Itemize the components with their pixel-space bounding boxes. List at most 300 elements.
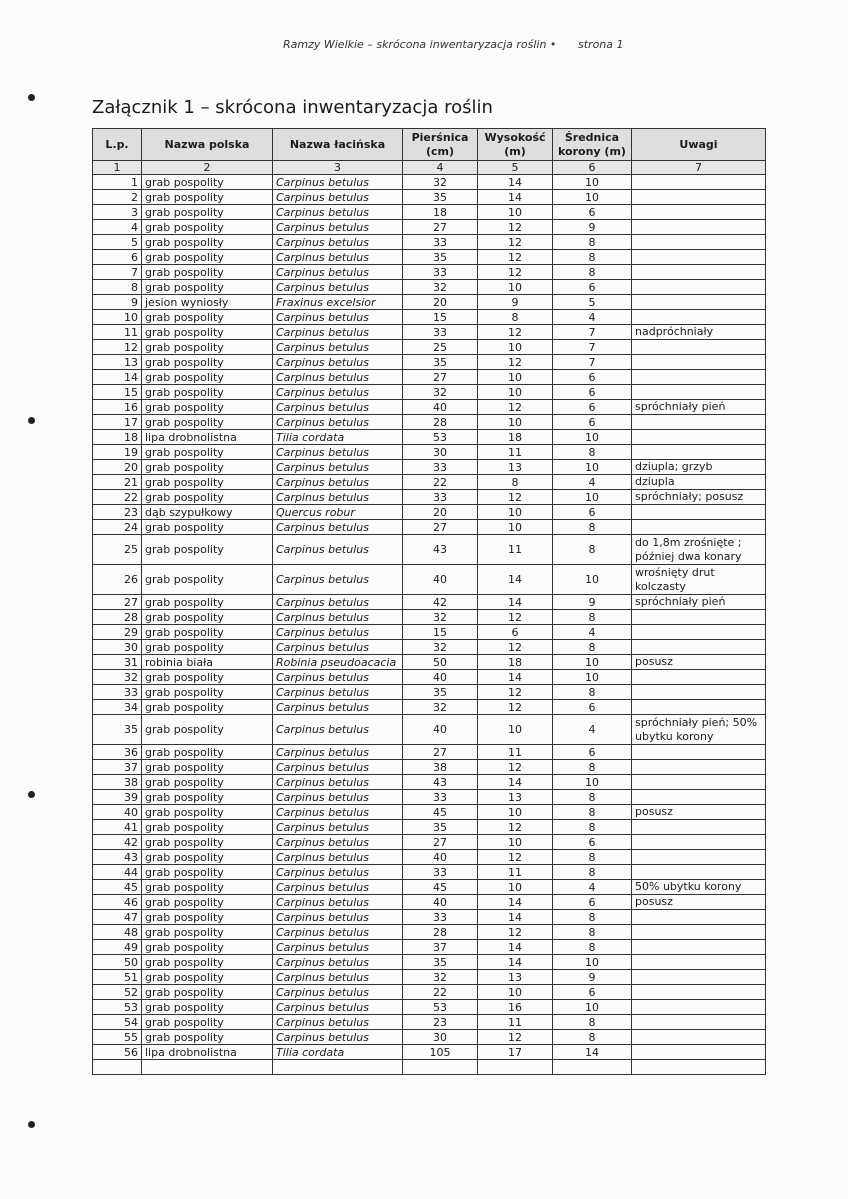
crown-diameter-cell: 6 xyxy=(553,400,632,415)
row-number-cell: 14 xyxy=(93,370,142,385)
crown-diameter-cell: 8 xyxy=(553,790,632,805)
remarks-cell xyxy=(632,985,766,1000)
crown-diameter-cell: 6 xyxy=(553,895,632,910)
table-row xyxy=(93,895,766,910)
trunk-circumference-cell: 35 xyxy=(403,820,478,835)
crown-diameter-cell: 4 xyxy=(553,880,632,895)
row-number-cell: 51 xyxy=(93,970,142,985)
polish-name-cell: jesion wyniosły xyxy=(142,295,273,310)
table-row xyxy=(93,460,766,475)
trunk-circumference-cell: 40 xyxy=(403,565,478,595)
table-row xyxy=(93,280,766,295)
row-number-cell: 30 xyxy=(93,640,142,655)
table-row xyxy=(93,820,766,835)
row-number-cell: 49 xyxy=(93,940,142,955)
crown-diameter-cell: 8 xyxy=(553,850,632,865)
tree-height-cell: 13 xyxy=(478,970,553,985)
punch-hole-mark xyxy=(28,1121,35,1128)
crown-diameter-cell: 8 xyxy=(553,940,632,955)
crown-diameter-cell: 10 xyxy=(553,1000,632,1015)
trunk-circumference-cell: 38 xyxy=(403,760,478,775)
row-number-cell: 15 xyxy=(93,385,142,400)
trunk-circumference-cell: 22 xyxy=(403,475,478,490)
column-header: Pierśnica (cm) xyxy=(403,129,478,161)
trunk-circumference-cell: 33 xyxy=(403,790,478,805)
tree-height-cell: 11 xyxy=(478,745,553,760)
row-number-cell xyxy=(93,1060,142,1075)
remarks-cell xyxy=(632,175,766,190)
polish-name-cell: grab pospolity xyxy=(142,415,273,430)
crown-diameter-cell: 8 xyxy=(553,865,632,880)
column-header: Średnica korony (m) xyxy=(553,129,632,161)
column-number: 1 xyxy=(93,161,142,175)
row-number-cell: 23 xyxy=(93,505,142,520)
crown-diameter-cell: 10 xyxy=(553,655,632,670)
tree-height-cell: 10 xyxy=(478,205,553,220)
latin-name-cell: Robinia pseudoacacia xyxy=(273,655,403,670)
table-row xyxy=(93,970,766,985)
table-row xyxy=(93,265,766,280)
polish-name-cell: grab pospolity xyxy=(142,385,273,400)
remarks-cell xyxy=(632,220,766,235)
latin-name-cell: Carpinus betulus xyxy=(273,640,403,655)
trunk-circumference-cell: 20 xyxy=(403,505,478,520)
latin-name-cell: Carpinus betulus xyxy=(273,775,403,790)
table-row xyxy=(93,610,766,625)
trunk-circumference-cell: 45 xyxy=(403,880,478,895)
crown-diameter-cell: 10 xyxy=(553,955,632,970)
tree-height-cell: 14 xyxy=(478,190,553,205)
remarks-cell xyxy=(632,700,766,715)
trunk-circumference-cell: 35 xyxy=(403,685,478,700)
polish-name-cell: grab pospolity xyxy=(142,475,273,490)
latin-name-cell: Carpinus betulus xyxy=(273,490,403,505)
column-header: Uwagi xyxy=(632,129,766,161)
trunk-circumference-cell: 33 xyxy=(403,235,478,250)
row-number-cell: 21 xyxy=(93,475,142,490)
row-number-cell: 43 xyxy=(93,850,142,865)
trunk-circumference-cell: 27 xyxy=(403,370,478,385)
polish-name-cell: grab pospolity xyxy=(142,790,273,805)
trunk-circumference-cell: 27 xyxy=(403,745,478,760)
tree-height-cell: 18 xyxy=(478,655,553,670)
latin-name-cell: Carpinus betulus xyxy=(273,220,403,235)
table-row xyxy=(93,1060,766,1075)
table-row xyxy=(93,955,766,970)
latin-name-cell: Carpinus betulus xyxy=(273,565,403,595)
remarks-cell xyxy=(632,1015,766,1030)
trunk-circumference-cell xyxy=(403,1060,478,1075)
remarks-cell xyxy=(632,640,766,655)
row-number-cell: 8 xyxy=(93,280,142,295)
crown-diameter-cell: 8 xyxy=(553,265,632,280)
crown-diameter-cell: 6 xyxy=(553,370,632,385)
remarks-cell xyxy=(632,745,766,760)
crown-diameter-cell: 4 xyxy=(553,625,632,640)
remarks-cell: spróchniały pień xyxy=(632,400,766,415)
latin-name-cell: Carpinus betulus xyxy=(273,385,403,400)
row-number-cell: 53 xyxy=(93,1000,142,1015)
remarks-cell xyxy=(632,760,766,775)
polish-name-cell: grab pospolity xyxy=(142,535,273,565)
table-row xyxy=(93,685,766,700)
polish-name-cell: lipa drobnolistna xyxy=(142,430,273,445)
tree-height-cell: 12 xyxy=(478,355,553,370)
crown-diameter-cell: 10 xyxy=(553,190,632,205)
latin-name-cell: Carpinus betulus xyxy=(273,955,403,970)
crown-diameter-cell: 7 xyxy=(553,340,632,355)
latin-name-cell: Carpinus betulus xyxy=(273,910,403,925)
tree-height-cell: 12 xyxy=(478,610,553,625)
tree-height-cell: 12 xyxy=(478,760,553,775)
tree-height-cell: 16 xyxy=(478,1000,553,1015)
table-row xyxy=(93,1045,766,1060)
crown-diameter-cell: 6 xyxy=(553,985,632,1000)
row-number-cell: 1 xyxy=(93,175,142,190)
latin-name-cell: Carpinus betulus xyxy=(273,700,403,715)
latin-name-cell: Carpinus betulus xyxy=(273,175,403,190)
remarks-cell xyxy=(632,370,766,385)
latin-name-cell: Carpinus betulus xyxy=(273,520,403,535)
table-row xyxy=(93,715,766,745)
column-header: Nazwa łacińska xyxy=(273,129,403,161)
row-number-cell: 56 xyxy=(93,1045,142,1060)
column-header: Nazwa polska xyxy=(142,129,273,161)
latin-name-cell: Carpinus betulus xyxy=(273,850,403,865)
remarks-cell xyxy=(632,340,766,355)
tree-height-cell: 18 xyxy=(478,430,553,445)
row-number-cell: 9 xyxy=(93,295,142,310)
polish-name-cell: grab pospolity xyxy=(142,250,273,265)
tree-height-cell: 9 xyxy=(478,295,553,310)
row-number-cell: 28 xyxy=(93,610,142,625)
tree-height-cell: 10 xyxy=(478,985,553,1000)
row-number-cell: 41 xyxy=(93,820,142,835)
latin-name-cell: Carpinus betulus xyxy=(273,265,403,280)
table-row xyxy=(93,250,766,265)
tree-height-cell: 14 xyxy=(478,940,553,955)
remarks-cell xyxy=(632,910,766,925)
document-title: Załącznik 1 – skrócona inwentaryzacja roślin xyxy=(92,97,493,118)
tree-height-cell: 14 xyxy=(478,565,553,595)
crown-diameter-cell: 10 xyxy=(553,490,632,505)
trunk-circumference-cell: 40 xyxy=(403,850,478,865)
polish-name-cell: grab pospolity xyxy=(142,370,273,385)
remarks-cell xyxy=(632,1030,766,1045)
punch-hole-mark xyxy=(28,417,35,424)
crown-diameter-cell: 7 xyxy=(553,325,632,340)
latin-name-cell: Quercus robur xyxy=(273,505,403,520)
remarks-cell xyxy=(632,310,766,325)
polish-name-cell: grab pospolity xyxy=(142,670,273,685)
remarks-cell xyxy=(632,775,766,790)
table-row xyxy=(93,850,766,865)
table-row xyxy=(93,505,766,520)
trunk-circumference-cell: 35 xyxy=(403,250,478,265)
polish-name-cell: grab pospolity xyxy=(142,940,273,955)
latin-name-cell: Carpinus betulus xyxy=(273,760,403,775)
remarks-cell: dziupla; grzyb xyxy=(632,460,766,475)
row-number-cell: 16 xyxy=(93,400,142,415)
tree-height-cell: 14 xyxy=(478,595,553,610)
remarks-cell xyxy=(632,625,766,640)
crown-diameter-cell: 8 xyxy=(553,820,632,835)
row-number-cell: 31 xyxy=(93,655,142,670)
trunk-circumference-cell: 35 xyxy=(403,190,478,205)
row-number-cell: 27 xyxy=(93,595,142,610)
tree-height-cell: 10 xyxy=(478,880,553,895)
polish-name-cell: grab pospolity xyxy=(142,280,273,295)
remarks-cell: spróchniały pień; 50% ubytku korony xyxy=(632,715,766,745)
trunk-circumference-cell: 32 xyxy=(403,970,478,985)
trunk-circumference-cell: 35 xyxy=(403,355,478,370)
tree-height-cell: 14 xyxy=(478,670,553,685)
table-row xyxy=(93,1015,766,1030)
table-row xyxy=(93,235,766,250)
row-number-cell: 7 xyxy=(93,265,142,280)
trunk-circumference-cell: 40 xyxy=(403,895,478,910)
tree-height-cell: 12 xyxy=(478,250,553,265)
crown-diameter-cell: 6 xyxy=(553,700,632,715)
tree-height-cell: 12 xyxy=(478,700,553,715)
trunk-circumference-cell: 40 xyxy=(403,400,478,415)
crown-diameter-cell: 9 xyxy=(553,595,632,610)
tree-height-cell: 11 xyxy=(478,865,553,880)
table-row xyxy=(93,640,766,655)
remarks-cell xyxy=(632,925,766,940)
polish-name-cell: grab pospolity xyxy=(142,310,273,325)
latin-name-cell: Carpinus betulus xyxy=(273,820,403,835)
table-header-row xyxy=(93,129,766,161)
trunk-circumference-cell: 20 xyxy=(403,295,478,310)
tree-height-cell: 10 xyxy=(478,520,553,535)
latin-name-cell xyxy=(273,1060,403,1075)
table-row xyxy=(93,520,766,535)
trunk-circumference-cell: 33 xyxy=(403,325,478,340)
trunk-circumference-cell: 15 xyxy=(403,625,478,640)
trunk-circumference-cell: 33 xyxy=(403,490,478,505)
crown-diameter-cell: 8 xyxy=(553,925,632,940)
remarks-cell: spróchniały; posusz xyxy=(632,490,766,505)
polish-name-cell: robinia biała xyxy=(142,655,273,670)
polish-name-cell: grab pospolity xyxy=(142,865,273,880)
trunk-circumference-cell: 35 xyxy=(403,955,478,970)
row-number-cell: 20 xyxy=(93,460,142,475)
table-row xyxy=(93,175,766,190)
trunk-circumference-cell: 15 xyxy=(403,310,478,325)
trunk-circumference-cell: 33 xyxy=(403,865,478,880)
latin-name-cell: Carpinus betulus xyxy=(273,835,403,850)
trunk-circumference-cell: 40 xyxy=(403,715,478,745)
polish-name-cell: grab pospolity xyxy=(142,985,273,1000)
crown-diameter-cell: 8 xyxy=(553,805,632,820)
latin-name-cell: Carpinus betulus xyxy=(273,1000,403,1015)
tree-height-cell: 10 xyxy=(478,805,553,820)
row-number-cell: 32 xyxy=(93,670,142,685)
polish-name-cell: grab pospolity xyxy=(142,565,273,595)
latin-name-cell: Carpinus betulus xyxy=(273,865,403,880)
remarks-cell xyxy=(632,280,766,295)
polish-name-cell: grab pospolity xyxy=(142,1015,273,1030)
remarks-cell xyxy=(632,955,766,970)
latin-name-cell: Tilia cordata xyxy=(273,430,403,445)
latin-name-cell: Carpinus betulus xyxy=(273,970,403,985)
row-number-cell: 37 xyxy=(93,760,142,775)
polish-name-cell: grab pospolity xyxy=(142,220,273,235)
polish-name-cell: grab pospolity xyxy=(142,805,273,820)
row-number-cell: 17 xyxy=(93,415,142,430)
table-row xyxy=(93,985,766,1000)
tree-height-cell: 14 xyxy=(478,775,553,790)
table-row xyxy=(93,595,766,610)
remarks-cell xyxy=(632,415,766,430)
table-row xyxy=(93,325,766,340)
latin-name-cell: Carpinus betulus xyxy=(273,925,403,940)
row-number-cell: 2 xyxy=(93,190,142,205)
column-number: 7 xyxy=(632,161,766,175)
latin-name-cell: Carpinus betulus xyxy=(273,250,403,265)
trunk-circumference-cell: 45 xyxy=(403,805,478,820)
trunk-circumference-cell: 32 xyxy=(403,640,478,655)
tree-height-cell: 8 xyxy=(478,475,553,490)
row-number-cell: 22 xyxy=(93,490,142,505)
tree-height-cell: 13 xyxy=(478,790,553,805)
latin-name-cell: Tilia cordata xyxy=(273,1045,403,1060)
polish-name-cell: grab pospolity xyxy=(142,715,273,745)
latin-name-cell: Carpinus betulus xyxy=(273,280,403,295)
table-row xyxy=(93,700,766,715)
latin-name-cell: Carpinus betulus xyxy=(273,625,403,640)
table-row xyxy=(93,865,766,880)
row-number-cell: 5 xyxy=(93,235,142,250)
trunk-circumference-cell: 32 xyxy=(403,700,478,715)
polish-name-cell: grab pospolity xyxy=(142,190,273,205)
latin-name-cell: Carpinus betulus xyxy=(273,715,403,745)
remarks-cell xyxy=(632,1060,766,1075)
tree-height-cell: 10 xyxy=(478,505,553,520)
latin-name-cell: Carpinus betulus xyxy=(273,445,403,460)
remarks-cell: wrośnięty drut kolczasty xyxy=(632,565,766,595)
latin-name-cell: Carpinus betulus xyxy=(273,325,403,340)
crown-diameter-cell: 10 xyxy=(553,565,632,595)
polish-name-cell: grab pospolity xyxy=(142,895,273,910)
crown-diameter-cell: 8 xyxy=(553,760,632,775)
row-number-cell: 50 xyxy=(93,955,142,970)
crown-diameter-cell: 10 xyxy=(553,775,632,790)
table-row xyxy=(93,745,766,760)
row-number-cell: 24 xyxy=(93,520,142,535)
row-number-cell: 39 xyxy=(93,790,142,805)
remarks-cell xyxy=(632,865,766,880)
polish-name-cell: grab pospolity xyxy=(142,595,273,610)
crown-diameter-cell: 8 xyxy=(553,640,632,655)
trunk-circumference-cell: 43 xyxy=(403,775,478,790)
row-number-cell: 34 xyxy=(93,700,142,715)
row-number-cell: 52 xyxy=(93,985,142,1000)
table-row xyxy=(93,790,766,805)
trunk-circumference-cell: 30 xyxy=(403,1030,478,1045)
row-number-cell: 42 xyxy=(93,835,142,850)
table-row xyxy=(93,940,766,955)
trunk-circumference-cell: 33 xyxy=(403,910,478,925)
remarks-cell: do 1,8m zrośnięte ; później dwa konary xyxy=(632,535,766,565)
inventory-table xyxy=(92,128,766,1075)
table-row xyxy=(93,925,766,940)
row-number-cell: 3 xyxy=(93,205,142,220)
tree-height-cell: 12 xyxy=(478,400,553,415)
crown-diameter-cell: 4 xyxy=(553,475,632,490)
crown-diameter-cell: 6 xyxy=(553,385,632,400)
table-row xyxy=(93,385,766,400)
table-row xyxy=(93,220,766,235)
polish-name-cell xyxy=(142,1060,273,1075)
crown-diameter-cell: 8 xyxy=(553,910,632,925)
remarks-cell xyxy=(632,685,766,700)
trunk-circumference-cell: 43 xyxy=(403,535,478,565)
trunk-circumference-cell: 27 xyxy=(403,220,478,235)
trunk-circumference-cell: 53 xyxy=(403,1000,478,1015)
tree-height-cell: 6 xyxy=(478,625,553,640)
crown-diameter-cell: 14 xyxy=(553,1045,632,1060)
row-number-cell: 33 xyxy=(93,685,142,700)
row-number-cell: 38 xyxy=(93,775,142,790)
table-row xyxy=(93,670,766,685)
column-number: 6 xyxy=(553,161,632,175)
row-number-cell: 12 xyxy=(93,340,142,355)
remarks-cell xyxy=(632,850,766,865)
remarks-cell xyxy=(632,205,766,220)
polish-name-cell: grab pospolity xyxy=(142,490,273,505)
latin-name-cell: Carpinus betulus xyxy=(273,805,403,820)
remarks-cell xyxy=(632,385,766,400)
remarks-cell: spróchniały pień xyxy=(632,595,766,610)
crown-diameter-cell: 6 xyxy=(553,415,632,430)
polish-name-cell: grab pospolity xyxy=(142,325,273,340)
latin-name-cell: Carpinus betulus xyxy=(273,745,403,760)
crown-diameter-cell: 4 xyxy=(553,715,632,745)
remarks-cell xyxy=(632,235,766,250)
latin-name-cell: Carpinus betulus xyxy=(273,310,403,325)
polish-name-cell: grab pospolity xyxy=(142,745,273,760)
trunk-circumference-cell: 37 xyxy=(403,940,478,955)
tree-height-cell: 10 xyxy=(478,415,553,430)
table-row xyxy=(93,310,766,325)
tree-height-cell: 8 xyxy=(478,310,553,325)
trunk-circumference-cell: 27 xyxy=(403,520,478,535)
row-number-cell: 19 xyxy=(93,445,142,460)
crown-diameter-cell: 6 xyxy=(553,745,632,760)
polish-name-cell: grab pospolity xyxy=(142,400,273,415)
table-row xyxy=(93,910,766,925)
trunk-circumference-cell: 30 xyxy=(403,445,478,460)
trunk-circumference-cell: 22 xyxy=(403,985,478,1000)
polish-name-cell: grab pospolity xyxy=(142,640,273,655)
polish-name-cell: grab pospolity xyxy=(142,265,273,280)
trunk-circumference-cell: 25 xyxy=(403,340,478,355)
crown-diameter-cell: 6 xyxy=(553,205,632,220)
trunk-circumference-cell: 28 xyxy=(403,925,478,940)
latin-name-cell: Carpinus betulus xyxy=(273,895,403,910)
column-number-row xyxy=(93,161,766,175)
table-row xyxy=(93,295,766,310)
row-number-cell: 36 xyxy=(93,745,142,760)
row-number-cell: 13 xyxy=(93,355,142,370)
column-number: 2 xyxy=(142,161,273,175)
latin-name-cell: Carpinus betulus xyxy=(273,235,403,250)
trunk-circumference-cell: 53 xyxy=(403,430,478,445)
latin-name-cell: Carpinus betulus xyxy=(273,595,403,610)
trunk-circumference-cell: 33 xyxy=(403,460,478,475)
